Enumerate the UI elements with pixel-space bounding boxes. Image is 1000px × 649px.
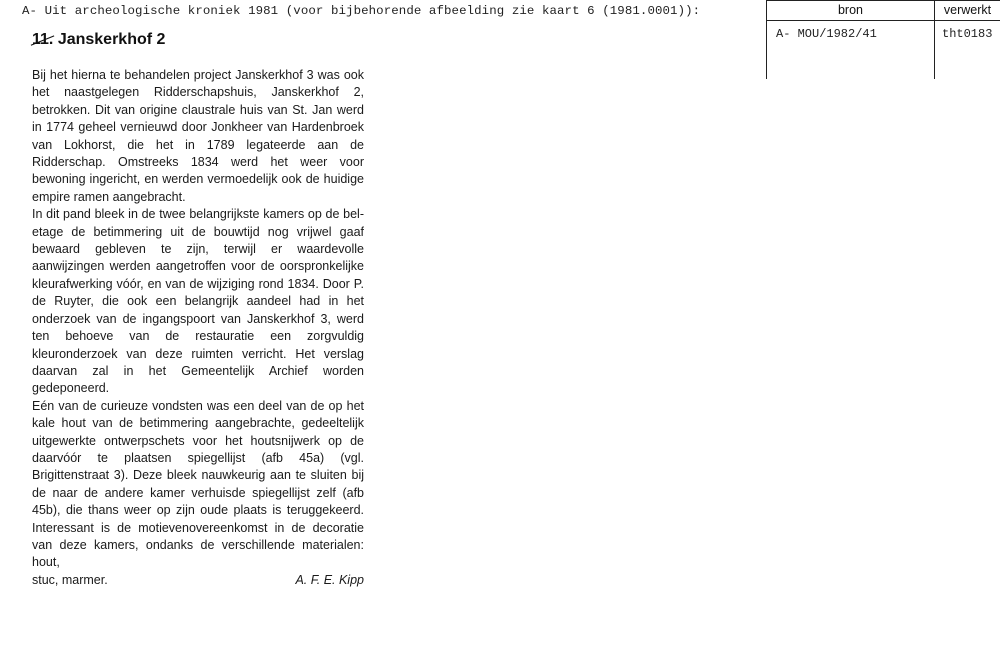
table-top-rule	[766, 0, 1000, 1]
author-signature: A. F. E. Kipp	[295, 572, 364, 587]
paragraph-3: Eén van de curieuze vondsten was een deel van de op het kale hout van de betimmering aangebrachte, gedeeltelijk uitgewerkte ontwerpschets voor het houtsnijwerk op de daarvóór te plaatsen spiegellijst (afb 45a) (vgl. Brigittenstraat 3). Deze bleek nauwkeurig aan te sluiten bij de naar de andere kamer verhuisde spiegellijst zelf (afb 45b), die thans weer op zijn oude plaats is teruggekeerd. Interessant is de motievenovereenkomst in de decoratie van deze kamers, ondanks de verschillende materialen: hout,	[32, 398, 364, 570]
column-header-bron: bron	[837, 3, 864, 17]
archive-header-line: A- Uit archeologische kroniek 1981 (voor bijbehorende afbeelding zie kaart 6 (1981.0001)):	[22, 4, 701, 18]
table-header-rule	[766, 20, 1000, 21]
bron-value: A- MOU/1982/41	[776, 27, 877, 41]
article-number: 11.	[32, 31, 54, 48]
paragraph-1: Bij het hierna te behandelen project Janskerkhof 3 was ook het naastgelegen Ridderschapshuis, Janskerkhof 2, betrokken. Dit van origine claustrale huis van St. Jan werd in 1774 geheel vernieuwd door Jonkheer van Hardenbroek van Lokhorst, die het in 1789 legateerde aan de Ridderschap. Omstreeks 1834 werd het weer voor bewoning ingericht, en werden vermoedelijk ook de huidige empire ramen aangebracht.	[32, 68, 364, 204]
paragraph-2: In dit pand bleek in de twee belangrijkste kamers op de bel-etage de betimmering uit de bouwtijd nog vrijwel gaaf bewaard gebleven te zijn, terwijl er waardevolle aanwijzingen werden aangetroffen voor de oorspronkelijke kleurafwerking vóór, en van de wijziging rond 1834. Door P. de Ruyter, die ook een belangrijk aandeel had in het onderzoek van de ingangspoort van Janskerkhof 3, werd ten behoeve van de restauratie een zorgvuldig kleuronderzoek van deze ruimten verricht. Het verslag daarvan zal in het Gemeentelijk Archief worden gedeponeerd.	[32, 207, 364, 396]
article-title-text: Janskerkhof 2	[57, 31, 166, 48]
column-header-verwerkt: verwerkt	[943, 3, 992, 17]
closing-text: stuc, marmer.	[32, 572, 108, 587]
verwerkt-value: tht0183	[942, 27, 993, 41]
article-title	[32, 31, 165, 49]
closing-line	[32, 572, 364, 589]
article-body	[32, 67, 364, 589]
